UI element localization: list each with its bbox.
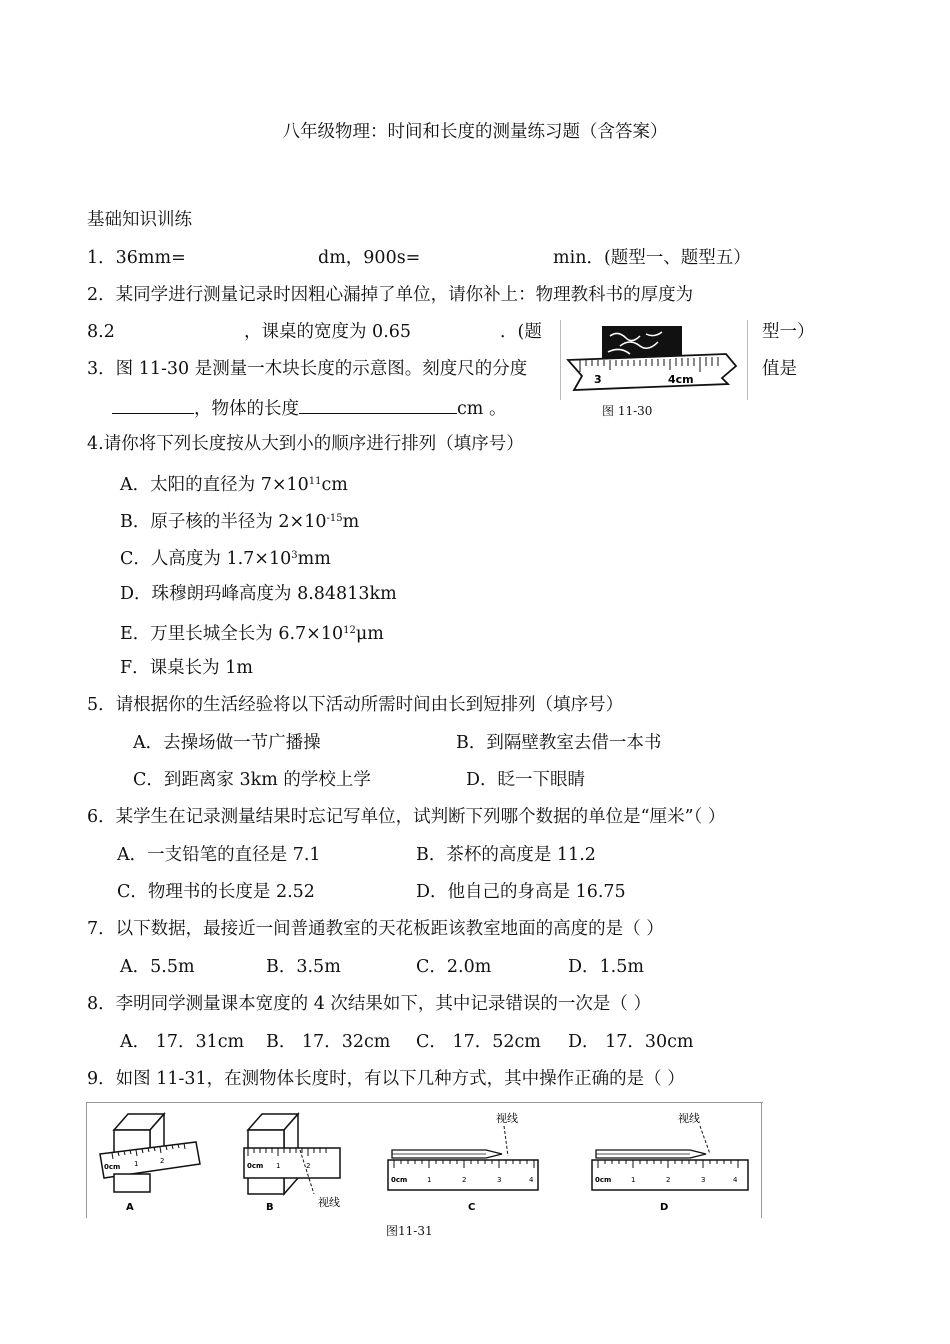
q7-option-c: C．2.0m	[416, 957, 492, 977]
q7-option-b: B．3.5m	[266, 957, 341, 977]
q5-option-d: D．眨一下眼睛	[466, 770, 586, 790]
tick-label-3: 3	[594, 373, 602, 386]
setup-d	[592, 1111, 748, 1213]
svg-text:4: 4	[733, 1176, 738, 1184]
svg-text:2: 2	[666, 1176, 671, 1184]
q8-option-a: A． 17．31cm	[120, 1032, 245, 1052]
sightline-label: 视线	[318, 1196, 340, 1209]
q5-option-c: C．到距离家 3km 的学校上学	[133, 770, 371, 790]
q6-option-c: C．物理书的长度是 2.52	[117, 882, 315, 902]
svg-text:2: 2	[306, 1162, 311, 1170]
q4-option-c: C．人高度为 $1.7\times 10^3mm$	[120, 549, 331, 569]
q6-stem: 6．某学生在记录测量结果时忘记写单位，试判断下列哪个数据的单位是“厘米”（ ）	[87, 807, 726, 827]
q4-option-a: A．太阳的直径为 $7\times 10^{11}cm$	[120, 475, 348, 495]
q8-option-b: B． 17．32cm	[266, 1032, 391, 1052]
svg-text:1: 1	[631, 1176, 636, 1184]
q2-part-b: ，课桌的宽度为 0.65	[244, 322, 412, 342]
section-heading: 基础知识训练	[87, 210, 192, 230]
figure-11-30-caption: 图 11-30	[602, 404, 653, 418]
label-d: D	[660, 1202, 669, 1213]
cm-label: 0cm	[104, 1163, 121, 1171]
answer-blank	[299, 396, 457, 414]
q4-option-e: E．万里长城全长为 $6.7\times 10^{12}\mu m$	[120, 624, 384, 644]
svg-text:3: 3	[701, 1176, 706, 1184]
q6-option-a: A．一支铅笔的直径是 7.1	[117, 845, 321, 865]
svg-text:1: 1	[276, 1162, 281, 1170]
label-a: A	[126, 1202, 134, 1213]
setup-c	[388, 1111, 538, 1213]
svg-text:4: 4	[529, 1176, 534, 1184]
q2-part-a: 8.2	[87, 322, 115, 342]
q8-option-c: C． 17．52cm	[416, 1032, 541, 1052]
q3-line2	[112, 396, 506, 420]
svg-text:1: 1	[427, 1176, 432, 1184]
q2-tail: 型一）	[762, 322, 815, 342]
q8-stem: 8．李明同学测量课本宽度的 4 次结果如下，其中记录错误的一次是（ ）	[87, 994, 651, 1014]
svg-text:视线: 视线	[678, 1112, 700, 1125]
figure-11-31-rulers	[86, 1102, 763, 1220]
q3-line2-a: ，物体的长度	[194, 399, 299, 419]
q1-part-a: 1．36mm=	[87, 248, 186, 268]
q8-option-d: D． 17．30cm	[568, 1032, 694, 1052]
q4-option-f: F．课桌长为 1m	[120, 658, 253, 678]
q7-option-a: A．5.5m	[120, 957, 195, 977]
label-b: B	[266, 1202, 274, 1213]
setup-b	[244, 1114, 340, 1213]
svg-text:1: 1	[134, 1160, 139, 1168]
svg-text:0cm: 0cm	[247, 1162, 264, 1170]
figure-11-31-caption: 图11-31	[386, 1224, 433, 1238]
q6-option-b: B．茶杯的高度是 11.2	[416, 845, 596, 865]
answer-blank	[112, 396, 194, 414]
q7-stem: 7．以下数据，最接近一间普通教室的天花板距该教室地面的高度的是（ ）	[87, 919, 664, 939]
q5-stem: 5．请根据你的生活经验将以下活动所需时间由长到短排列（填序号）	[87, 695, 624, 715]
q5-option-b: B．到隔壁教室去借一本书	[456, 733, 662, 753]
svg-text:0cm: 0cm	[391, 1176, 408, 1184]
q3-line2-b: cm 。	[457, 399, 507, 419]
q3-line1: 3．图 11-30 是测量一木块长度的示意图。刻度尺的分度	[87, 359, 528, 379]
q9-stem: 9．如图 11-31，在测物体长度时，有以下几种方式，其中操作正确的是（ ）	[87, 1069, 685, 1089]
svg-text:0cm: 0cm	[595, 1176, 612, 1184]
q4-option-b: B．原子核的半径为 $2\times 10^{-15}m$	[120, 512, 360, 532]
setup-a	[100, 1114, 200, 1213]
q2-line1: 2．某同学进行测量记录时因粗心漏掉了单位，请你补上：物理教科书的厚度为	[87, 285, 694, 305]
tick-label-4cm: 4cm	[668, 373, 694, 386]
q5-option-a: A．去操场做一节广播操	[133, 733, 321, 753]
svg-text:3: 3	[497, 1176, 502, 1184]
q6-option-d: D．他自己的身高是 16.75	[416, 882, 626, 902]
q1-part-c: min．(题型一、题型五）	[553, 248, 751, 268]
label-c: C	[468, 1202, 476, 1213]
q3-tail: 值是	[762, 359, 797, 379]
q1-part-b: dm，900s=	[318, 248, 421, 268]
svg-text:2: 2	[160, 1157, 165, 1165]
q4-option-d: D．珠穆朗玛峰高度为 8.84813km	[120, 584, 397, 604]
q4-stem: 4.请你将下列长度按从大到小的顺序进行排列（填序号）	[87, 434, 524, 454]
svg-text:视线: 视线	[496, 1112, 518, 1125]
q7-option-d: D．1.5m	[568, 957, 644, 977]
figure-11-30-ruler	[560, 320, 748, 402]
page-title: 八年级物理：时间和长度的测量练习题（含答案）	[282, 122, 668, 142]
svg-text:2: 2	[462, 1176, 467, 1184]
q2-part-c: ．(题	[500, 322, 542, 342]
